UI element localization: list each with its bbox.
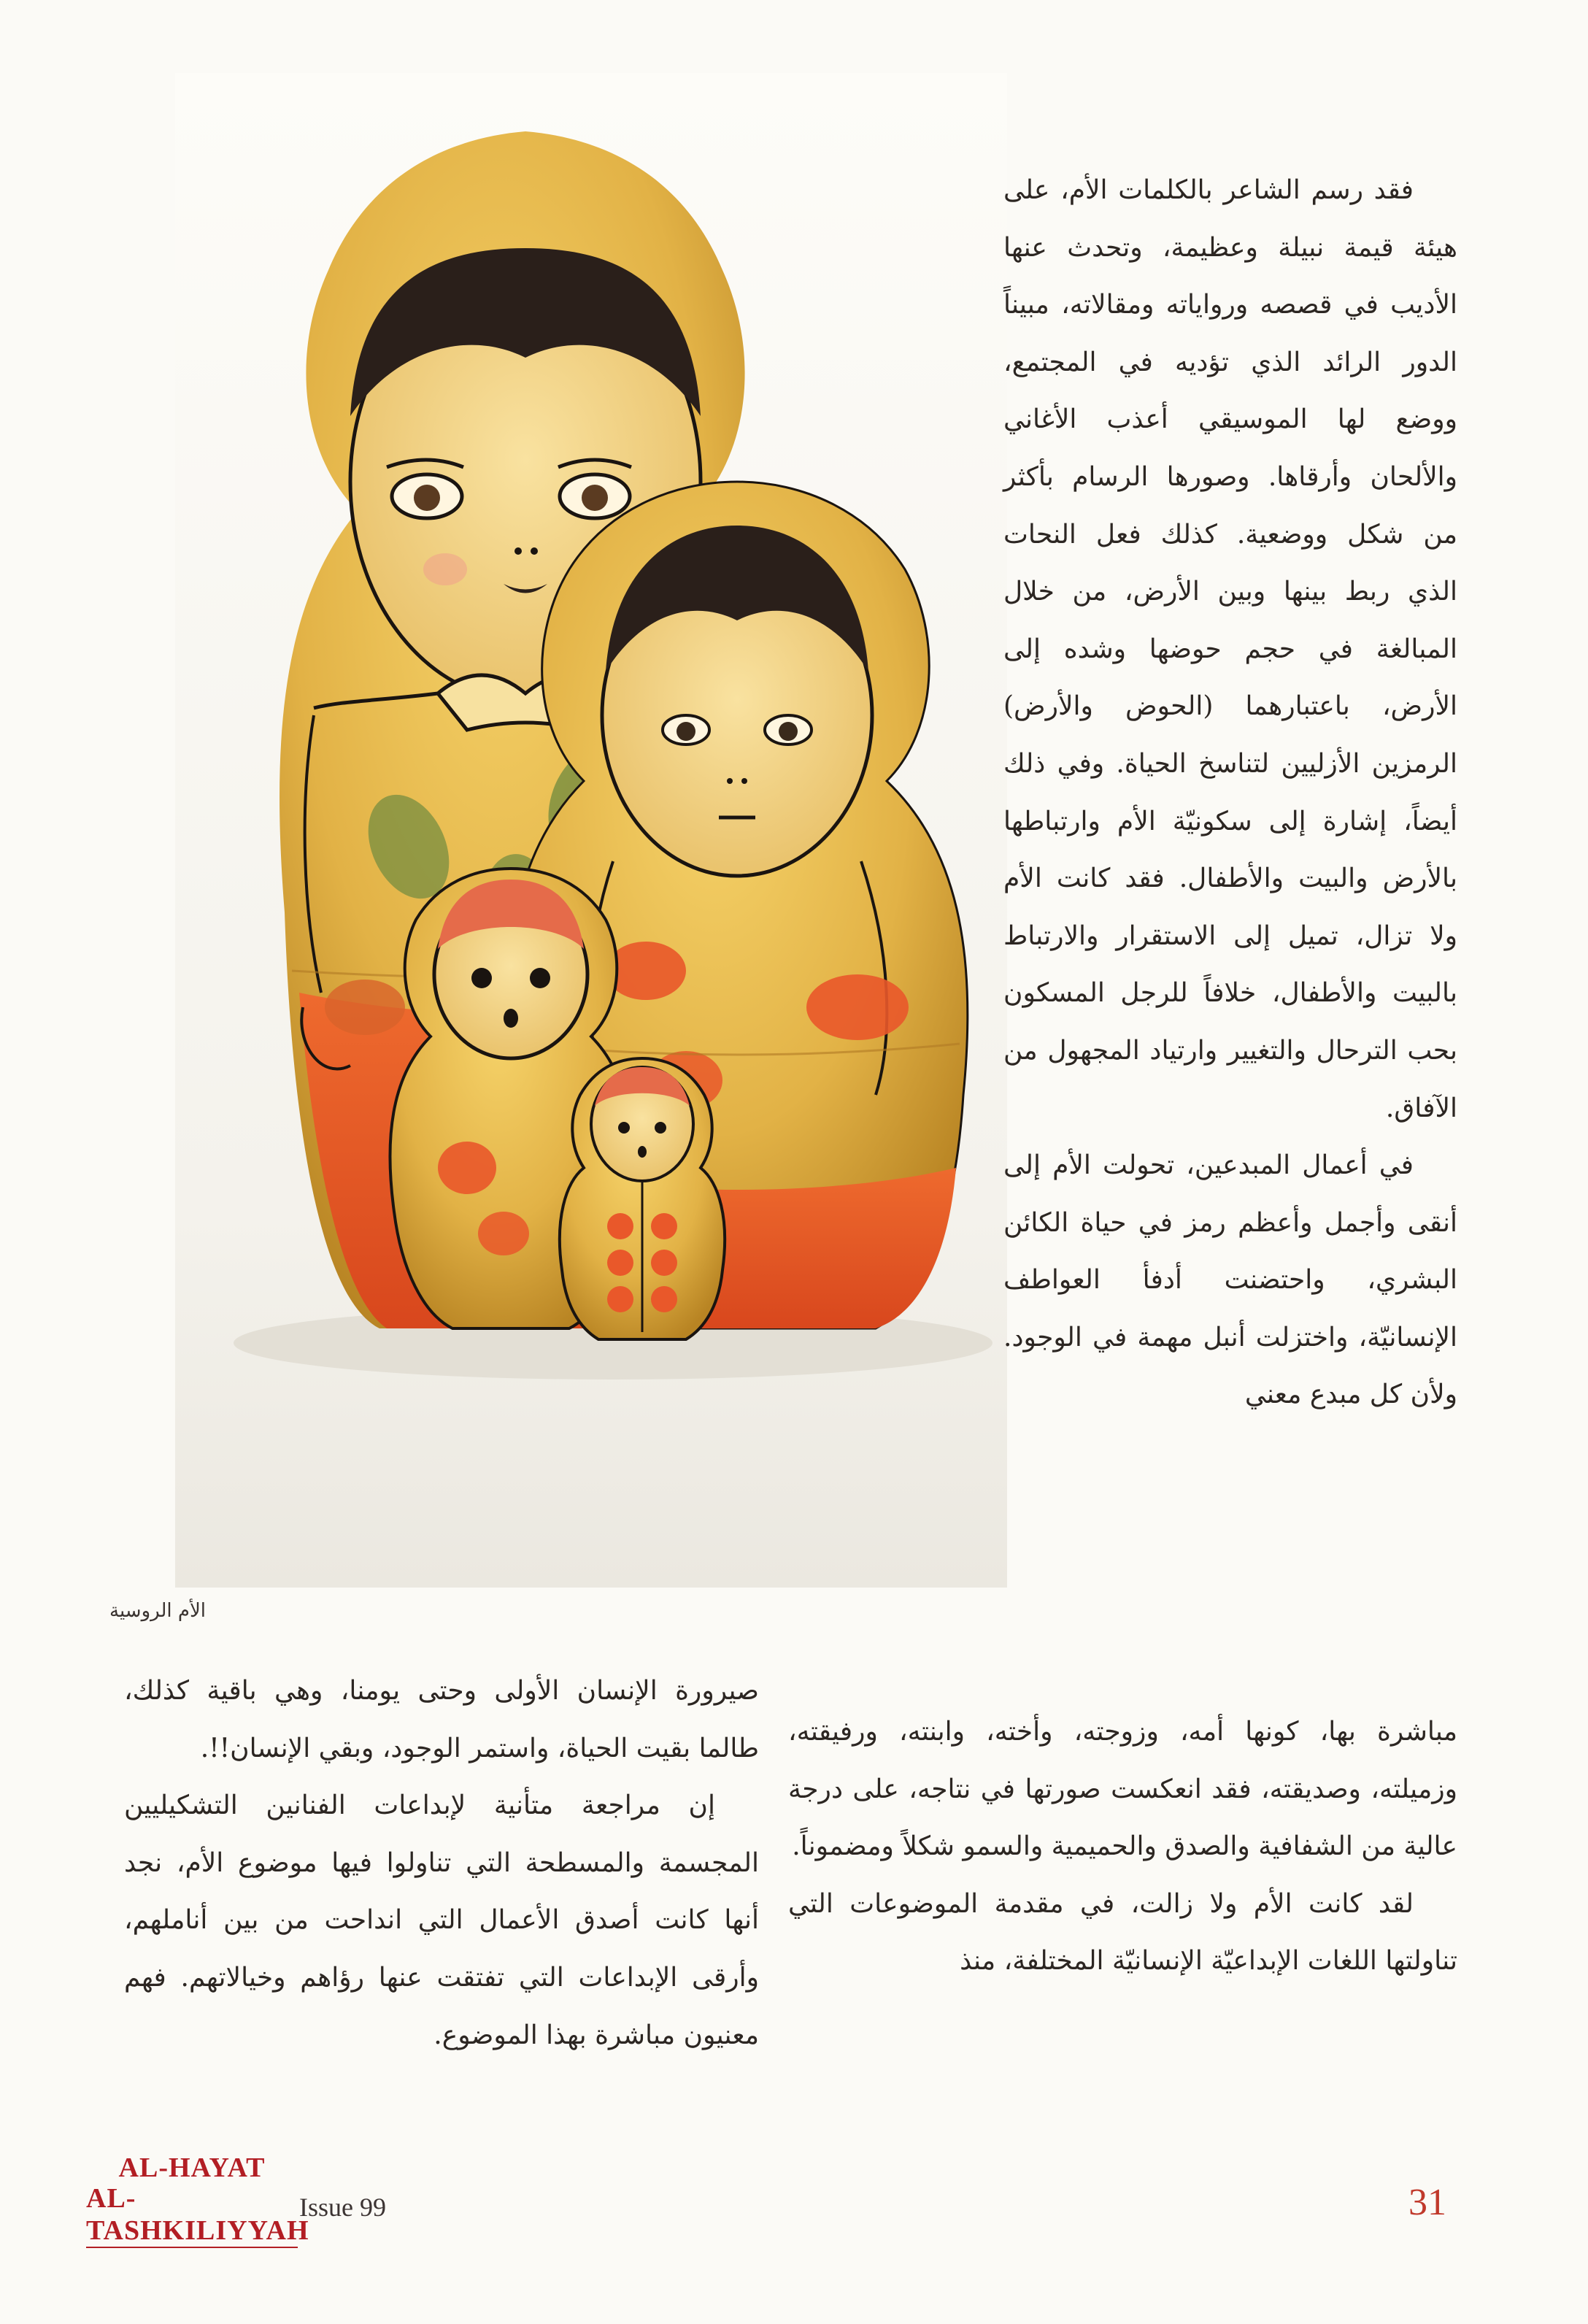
photo-caption: الأم الروسية	[109, 1600, 207, 1622]
article-right-column	[1003, 162, 1457, 1424]
paragraph: في أعمال المبدعين، تحولت الأم إلى أنقى وأجمل وأعظم رمز في حياة الكائن البشري، واحتضنت أدفأ العواطف الإنسانيّة، واختزلت أنبل مهمة في الوجود. ولأن كل مبدع معني	[1003, 1150, 1457, 1410]
page-number: 31	[1408, 2182, 1446, 2223]
article-right-column-continued	[788, 1704, 1457, 1990]
logo-line-2: AL-TASHKILIYYAH	[86, 2182, 298, 2248]
article-left-column	[124, 1663, 759, 2064]
tiny-doll	[560, 1058, 725, 1339]
paragraph: لقد كانت الأم ولا زالت، في مقدمة الموضوعات التي تناولتها اللغات الإبداعيّة الإنسانيّة المختلفة، منذ	[788, 1888, 1457, 1977]
logo-line-1: AL-HAYAT	[118, 2152, 266, 2183]
matryoshka-illustration	[175, 73, 1007, 1588]
paragraph: مباشرة بها، كونها أمه، وزوجته، وأخته، وابنته، ورفيقته، وزميلته، وصديقته، فقد انعكست صورتها في نتاجه، على درجة عالية من الشفافية والصدق والحميمية والسمو شكلاً ومضموناً.	[788, 1717, 1457, 1862]
matryoshka-photo	[175, 73, 1007, 1588]
paragraph: صيرورة الإنسان الأولى وحتى يومنا، وهي باقية كذلك، طالما بقيت الحياة، واستمر الوجود، وبقي الإنسان!!.	[124, 1676, 759, 1763]
paragraph: إن مراجعة متأنية لإبداعات الفنانين التشكيليين المجسمة والمسطحة التي تناولوا فيها موضوع الأم، نجد أنها كانت أصدق الأعمال التي انداحت من بين أناملهم، وأرقى الإبداعات التي تفتقت عنها رؤاهم وخيالاتهم. فهم معنيون مباشرة بهذا الموضوع.	[124, 1790, 759, 2050]
magazine-logo	[86, 2152, 309, 2248]
paragraph: فقد رسم الشاعر بالكلمات الأم، على هيئة قيمة نبيلة وعظيمة، وتحدث عنها الأديب في قصصه ورواياته ومقالاته، مبيناً الدور الرائد الذي تؤديه في المجتمع، ووضع لها الموسيقي أعذب الأغاني والألحان وأرقاها. وصورها الرسام بأكثر من شكل ووضعية. كذلك فعل النحات الذي ربط بينها وبين الأرض، من خلال المبالغة في حجم حوضها وشده إلى الأرض، باعتبارهما (الحوض والأرض) الرمزين الأزليين لتناسخ الحياة. وفي ذلك أيضاً، إشارة إلى سكونيّة الأم وارتباطها بالأرض والبيت والأطفال. فقد كانت الأم ولا تزال، تميل إلى الاستقرار والارتباط بالبيت والأطفال، خلافاً للرجل المسكون بحب الترحال والتغيير وارتياد المجهول من الآفاق.	[1003, 175, 1457, 1123]
issue-number: Issue 99	[299, 2193, 386, 2222]
